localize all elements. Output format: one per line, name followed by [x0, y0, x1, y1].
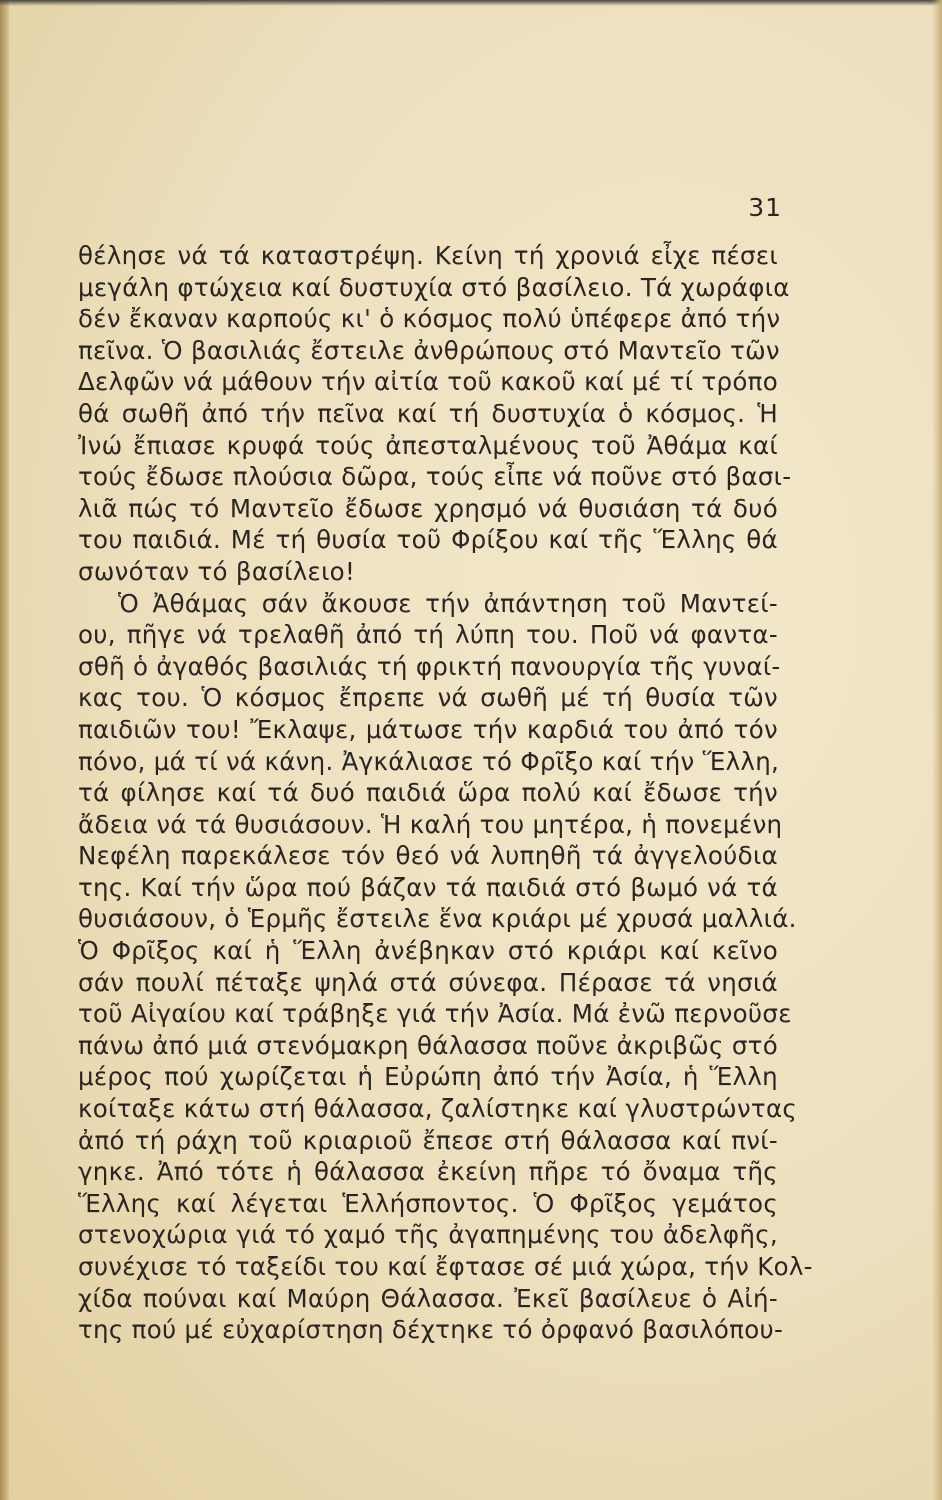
text-line: θυσιάσουν, ὁ Ἑρμῆς ἔστειλε ἕνα κριάρι μέ χρυσά μαλλιά. — [78, 904, 797, 934]
text-line: του παιδιά. Μέ τή θυσία τοῦ Φρίξου καί τῆς Ἕλλης θά — [78, 525, 778, 555]
text-line: Ὁ Φρῖξος καί ἡ Ἕλλη ἀνέβηκαν στό κριάρι καί κεῖνο — [78, 936, 778, 966]
page-number: 31 — [748, 193, 782, 222]
text-line: συνέχισε τό ταξείδι του καί ἔφτασε σέ μιά χώρα, τήν Κολ- — [78, 1252, 813, 1281]
text-line: δέν ἔκαναν καρπούς κι' ὁ κόσμος πολύ ὑπέφερε ἀπό τήν — [78, 304, 781, 334]
text-line: πάνω ἀπό μιά στενόμακρη θάλασσα ποῦνε ἀκριβῶς στό — [78, 1030, 778, 1060]
text-line: σωνόταν τό βασίλειο! — [78, 556, 356, 586]
text-line: της πού μέ εὐχαρίστηση δέχτηκε τό ὀρφανό βασιλόπου- — [78, 1315, 784, 1345]
text-line: της. Καί τήν ὥρα πού βάζαν τά παιδιά στό βωμό νά τά — [78, 872, 778, 902]
text-line: ἄδεια νά τά θυσιάσουν. Ἡ καλή του μητέρα, ἡ πονεμένη — [78, 809, 783, 839]
text-line: Ὁ Ἀθάμας σάν ἄκουσε τήν ἀπάντηση τοῦ Μαντεί- — [118, 588, 778, 618]
text-line: Δελφῶν νά μάθουν τήν αἰτία τοῦ κακοῦ καί μέ τί τρόπο — [78, 367, 778, 397]
page-right-edge — [932, 0, 942, 1500]
text-line: Ἕλλης καί λέγεται Ἑλλήσποντος. Ὁ Φρῖξος γεμάτος — [78, 1188, 778, 1218]
text-line: σθῆ ὁ ἀγαθός βασιλιάς τή φρικτή πανουργία τῆς γυναί- — [78, 651, 781, 681]
text-line: γηκε. Ἀπό τότε ἡ θάλασσα ἐκείνη πῆρε τό ὄναμα τῆς — [78, 1157, 778, 1187]
text-line: κοίταξε κάτω στή θάλασσα, ζαλίστηκε καί γλυστρώντας — [78, 1094, 798, 1124]
text-line: Ἰνώ ἔπιασε κρυφά τούς ἀπεσταλμένους τοῦ Ἀθάμα καί — [78, 430, 778, 460]
page-top-edge — [0, 0, 942, 6]
text-line: στενοχώρια γιά τό χαμό τῆς ἀγαπημένης του ἀδελφῆς, — [78, 1220, 778, 1250]
text-line: θά σωθῆ ἀπό τήν πεῖνα καί τή δυστυχία ὁ κόσμος. Ἡ — [78, 398, 778, 428]
page-left-edge — [0, 0, 9, 1500]
text-line: τούς ἔδωσε πλούσια δῶρα, τούς εἶπε νά ποῦνε στό βασι- — [78, 462, 792, 492]
text-line: σάν πουλί πέταξε ψηλά στά σύνεφα. Πέρασε τά νησιά — [78, 967, 778, 997]
text-line: παιδιῶν του! Ἔκλαψε, μάτωσε τήν καρδιά του ἀπό τόν — [78, 714, 778, 744]
text-line: μεγάλη φτώχεια καί δυστυχία στό βασίλειο. Τά χωράφια — [78, 272, 790, 302]
text-line: τοῦ Αἰγαίου καί τράβηξε γιά τήν Ἀσία. Μά ἐνῶ περνοῦσε — [78, 999, 792, 1029]
text-line: κας του. Ὁ κόσμος ἔπρεπε νά σωθῆ μέ τή θυσία τῶν — [78, 683, 778, 713]
text-line: πεῖνα. Ὁ βασιλιάς ἔστειλε ἀνθρώπους στό Μαντεῖο τῶν — [78, 335, 780, 365]
text-line: ου, πῆγε νά τρελαθῆ ἀπό τή λύπη του. Ποῦ νά φαντα- — [78, 620, 778, 650]
body-text — [78, 240, 813, 1346]
text-line: χίδα πούναι καί Μαύρη Θάλασσα. Ἐκεῖ βασίλευε ὁ Αἰή- — [78, 1283, 778, 1313]
text-line: λιᾶ πώς τό Μαντεῖο ἔδωσε χρησμό νά θυσιάση τά δυό — [78, 493, 778, 523]
text-line: Νεφέλη παρεκάλεσε τόν θεό νά λυπηθῆ τά ἀγγελούδια — [78, 841, 778, 871]
text-line: θέλησε νά τά καταστρέψη. Κείνη τή χρονιά εἶχε πέσει — [78, 241, 778, 270]
text-line: μέρος πού χωρίζεται ἡ Εὐρώπη ἀπό τήν Ἀσία, ἡ Ἕλλη — [78, 1062, 778, 1092]
text-line: πόνο, μά τί νά κάνη. Ἀγκάλιασε τό Φρῖξο καί τήν Ἕλλη, — [78, 746, 780, 776]
text-line: ἀπό τή ράχη τοῦ κριαριοῦ ἔπεσε στή θάλασσα καί πνί- — [78, 1125, 778, 1155]
text-line: τά φίλησε καί τά δυό παιδιά ὥρα πολύ καί ἔδωσε τήν — [78, 778, 778, 808]
